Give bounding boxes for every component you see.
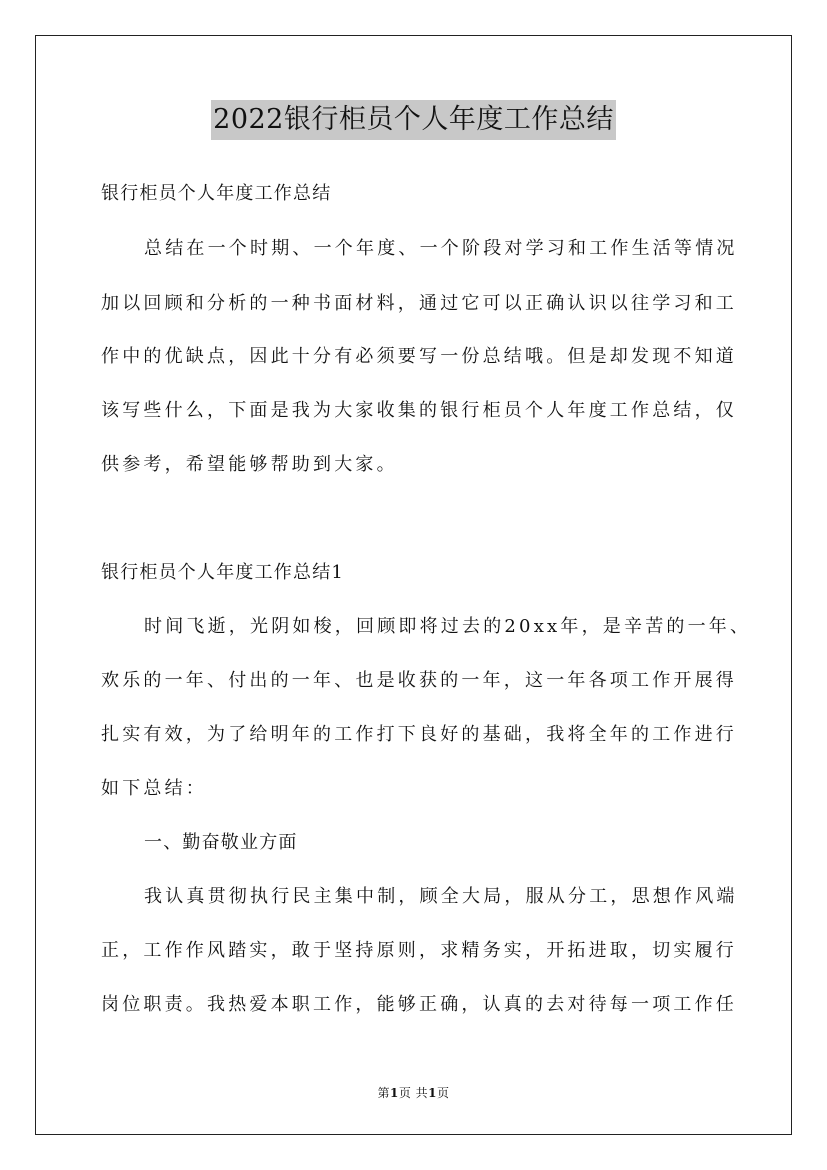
page-footer — [0, 1084, 827, 1102]
footer-page-prefix: 第 — [377, 1086, 390, 1100]
intro-line-5: 供参考，希望能够帮助到大家。 — [101, 454, 398, 475]
footer-page-current: 1 — [389, 1086, 399, 1100]
footer-page-suffix: 页 — [437, 1086, 450, 1100]
para2-line-1: 我认真贯彻执行民主集中制，顾全大局，服从分工，思想作风端 — [144, 886, 738, 907]
para2-line-2: 正，工作作风踏实，敢于坚持原则，求精务实，开拓进取，切实履行 — [101, 940, 737, 961]
section-heading: 一、勤奋敬业方面 — [144, 832, 298, 853]
para1-line-3: 扎实有效，为了给明年的工作打下良好的基础，我将全年的工作进行 — [101, 724, 737, 745]
document-title: 2022银行柜员个人年度工作总结 — [211, 100, 616, 140]
para1-line-1: 时间飞逝，光阴如梭，回顾即将过去的20xx年，是辛苦的一年、 — [144, 616, 752, 637]
subtitle-1: 银行柜员个人年度工作总结 — [101, 183, 332, 204]
title-container — [0, 100, 827, 140]
para1-line-2: 欢乐的一年、付出的一年、也是收获的一年，这一年各项工作开展得 — [101, 670, 737, 691]
subtitle-2: 银行柜员个人年度工作总结1 — [101, 562, 345, 583]
footer-page-mid: 页 共 — [398, 1086, 429, 1100]
intro-line-2: 加以回顾和分析的一种书面材料，通过它可以正确认识以往学习和工 — [101, 293, 737, 314]
footer-page-total: 1 — [428, 1086, 438, 1100]
intro-line-4: 该写些什么，下面是我为大家收集的银行柜员个人年度工作总结，仅 — [101, 400, 737, 421]
intro-line-1: 总结在一个时期、一个年度、一个阶段对学习和工作生活等情况 — [144, 238, 738, 259]
intro-line-3: 作中的优缺点，因此十分有必须要写一份总结哦。但是却发现不知道 — [101, 346, 737, 367]
para1-line-4: 如下总结： — [101, 778, 207, 799]
para2-line-3: 岗位职责。我热爱本职工作，能够正确，认真的去对待每一项工作任 — [101, 994, 737, 1015]
